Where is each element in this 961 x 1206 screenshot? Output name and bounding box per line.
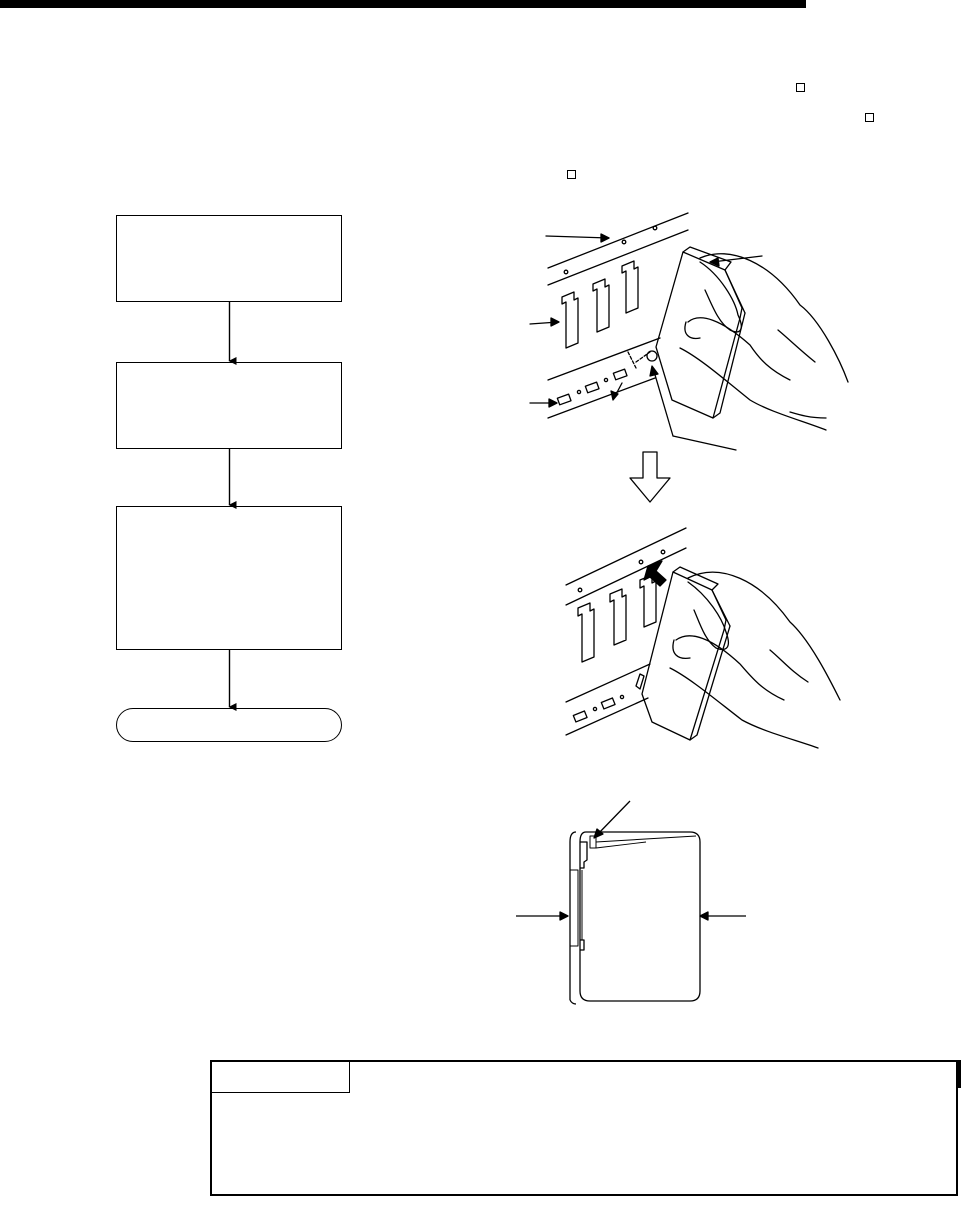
note-body	[222, 1102, 942, 1186]
note-tab	[212, 1062, 350, 1093]
note-box	[210, 1060, 958, 1196]
